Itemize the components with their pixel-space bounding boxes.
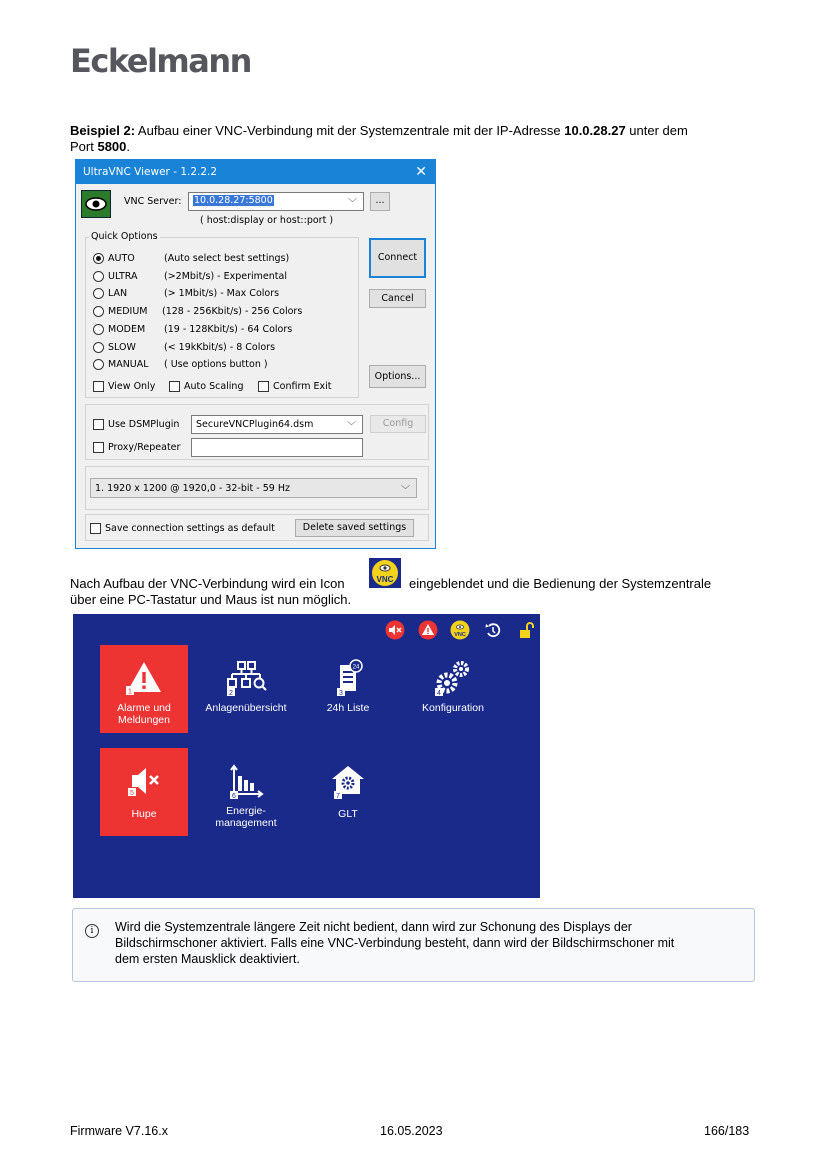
option-name: SLOW bbox=[108, 341, 136, 353]
footer-page-number: 166/183 bbox=[704, 1124, 750, 1138]
vnc-eye-logo-icon bbox=[81, 190, 111, 218]
options-button[interactable]: Options... bbox=[369, 365, 426, 388]
dialog-title: UltraVNC Viewer - 1.2.2.2 bbox=[83, 166, 218, 178]
port-number: 5800 bbox=[97, 139, 127, 154]
quick-options-label: Quick Options bbox=[91, 231, 158, 242]
proxy-checkbox[interactable] bbox=[93, 442, 104, 453]
info-note bbox=[72, 908, 755, 982]
option-radio-ultra[interactable] bbox=[93, 271, 104, 282]
note-line-2: Bildschirmschoner aktiviert. Falls eine VNC-Verbindung besteht, dann wird der Bildschirmschoner mit bbox=[115, 936, 675, 950]
tile-energiemanagement[interactable] bbox=[202, 748, 290, 836]
info-icon: i bbox=[85, 924, 99, 938]
vnc-status-icon bbox=[369, 558, 401, 588]
close-icon[interactable]: ✕ bbox=[415, 164, 427, 180]
footer-date: 16.05.2023 bbox=[380, 1124, 443, 1138]
connect-button[interactable]: Connect bbox=[369, 238, 426, 278]
server-hint: ( host:display or host::port ) bbox=[200, 215, 334, 226]
option-description: ( Use options button ) bbox=[164, 359, 268, 371]
intro-text-d: . bbox=[126, 139, 131, 154]
view-only-label: View Only bbox=[108, 381, 156, 392]
option-description: (19 - 128Kbit/s) - 64 Colors bbox=[164, 323, 293, 335]
vnc-icon bbox=[369, 558, 401, 588]
use-dsm-checkbox[interactable] bbox=[93, 419, 104, 430]
option-name: MEDIUM bbox=[108, 306, 148, 318]
intro-paragraph bbox=[70, 123, 760, 155]
dsm-plugin-combobox[interactable] bbox=[191, 415, 363, 434]
use-dsm-label: Use DSMPlugin bbox=[108, 419, 180, 430]
dsm-plugin-value: SecureVNCPlugin64.dsm bbox=[196, 419, 314, 430]
tile-24h-liste[interactable] bbox=[304, 645, 392, 733]
save-default-label: Save connection settings as default bbox=[105, 523, 275, 534]
horn-muted-icon bbox=[124, 762, 164, 800]
alarm-status-icon[interactable] bbox=[418, 620, 438, 640]
tile-label: Anlagenübersicht bbox=[205, 702, 287, 714]
vnc-connected-status-icon[interactable] bbox=[450, 620, 470, 640]
horn-muted-status-icon[interactable] bbox=[385, 620, 405, 640]
option-description: (> 1Mbit/s) - Max Colors bbox=[164, 288, 280, 300]
tile-anlagenuebersicht[interactable] bbox=[202, 645, 290, 733]
energy-chart-icon bbox=[224, 762, 268, 800]
option-description: (>2Mbit/s) - Experimental bbox=[164, 270, 287, 282]
chevron-down-icon[interactable]: ﹀ bbox=[346, 422, 356, 432]
monitor-select[interactable] bbox=[90, 478, 417, 498]
intro-text-b: unter dem bbox=[625, 123, 688, 138]
proxy-input[interactable] bbox=[191, 438, 363, 457]
tile-glt[interactable] bbox=[304, 748, 392, 836]
building-gear-icon bbox=[328, 762, 368, 800]
cancel-button[interactable]: Cancel bbox=[369, 289, 426, 308]
config-button[interactable]: Config bbox=[370, 415, 426, 433]
intro-text-c: Port bbox=[70, 139, 98, 154]
tile-label-2: management bbox=[215, 817, 277, 829]
tile-alarme-meldungen[interactable] bbox=[100, 645, 188, 733]
option-name: AUTO bbox=[108, 253, 135, 264]
note-line-3: dem ersten Mausklick deaktiviert. bbox=[115, 952, 300, 966]
tile-hupe[interactable] bbox=[100, 748, 188, 836]
view-only-checkbox[interactable] bbox=[93, 381, 104, 392]
ultravnc-dialog bbox=[75, 159, 436, 549]
auto-scaling-label: Auto Scaling bbox=[184, 381, 244, 392]
chevron-down-icon[interactable]: ﹀ bbox=[400, 486, 410, 496]
option-description: (Auto select best settings) bbox=[164, 253, 290, 264]
option-name: LAN bbox=[108, 288, 128, 300]
monitor-value: 1. 1920 x 1200 @ 1920,0 - 32-bit - 59 Hz bbox=[95, 483, 290, 494]
option-radio-modem[interactable] bbox=[93, 324, 104, 335]
tile-badge: 4 bbox=[437, 690, 441, 697]
tile-badge: 1 bbox=[128, 688, 132, 696]
plant-overview-icon bbox=[224, 659, 268, 697]
option-radio-auto[interactable] bbox=[93, 253, 104, 264]
note-line-1: Wird die Systemzentrale längere Zeit nicht bedient, dann wird zur Schonung des Displays der bbox=[115, 920, 632, 934]
vnc-icon-label: VNC bbox=[376, 575, 394, 584]
unlocked-status-icon[interactable] bbox=[516, 620, 536, 640]
vnc-server-label: VNC Server: bbox=[124, 196, 182, 207]
dialog-titlebar bbox=[76, 160, 435, 184]
tile-label-2: Meldungen bbox=[118, 714, 170, 726]
proxy-label: Proxy/Repeater bbox=[108, 442, 181, 453]
para2-text-b: eingeblendet und die Bedienung der Systemzentrale bbox=[409, 576, 712, 591]
confirm-exit-label: Confirm Exit bbox=[273, 381, 332, 392]
intro-text-a: Aufbau einer VNC-Verbindung mit der Systemzentrale mit der IP-Adresse bbox=[135, 123, 565, 138]
tile-label: 24h Liste bbox=[326, 702, 370, 714]
vnc-status-label: VNC bbox=[454, 632, 466, 638]
tile-icon-text: 24 bbox=[352, 664, 360, 671]
list-24h-icon bbox=[328, 659, 368, 697]
tile-badge: 3 bbox=[339, 690, 343, 697]
tile-badge: 5 bbox=[130, 790, 134, 797]
tile-label: Konfiguration bbox=[422, 702, 484, 714]
eckelmann-logo: Eckelmann bbox=[70, 42, 251, 80]
vnc-server-value: 10.0.28.27:5800 bbox=[194, 195, 273, 206]
option-description: (< 19kKbit/s) - 8 Colors bbox=[164, 341, 276, 353]
para2-text-c: über eine PC-Tastatur und Maus ist nun möglich. bbox=[70, 592, 352, 607]
tile-label: GLT bbox=[338, 808, 358, 820]
ip-address: 10.0.28.27 bbox=[564, 123, 626, 138]
history-status-icon[interactable] bbox=[483, 620, 503, 640]
alarm-icon bbox=[124, 659, 164, 697]
option-radio-slow[interactable] bbox=[93, 342, 104, 353]
tile-badge: 2 bbox=[229, 690, 233, 697]
save-default-checkbox[interactable] bbox=[90, 523, 101, 534]
auto-scaling-checkbox[interactable] bbox=[169, 381, 180, 392]
gears-icon bbox=[431, 659, 475, 697]
tile-badge: 6 bbox=[232, 793, 236, 800]
tile-badge: 7 bbox=[336, 793, 340, 800]
tile-konfiguration[interactable] bbox=[409, 645, 497, 733]
chevron-down-icon[interactable]: ﹀ bbox=[347, 199, 357, 209]
option-description: (128 - 256Kbit/s) - 256 Colors bbox=[162, 306, 303, 318]
confirm-exit-checkbox[interactable] bbox=[258, 381, 269, 392]
option-name: MODEM bbox=[108, 323, 146, 335]
option-name: ULTRA bbox=[108, 270, 138, 282]
tile-label: Alarme und bbox=[117, 702, 171, 714]
footer-firmware: Firmware V7.16.x bbox=[70, 1124, 168, 1138]
para2-text-a: Nach Aufbau der VNC-Verbindung wird ein Icon bbox=[70, 576, 345, 591]
option-name: MANUAL bbox=[108, 359, 149, 371]
browse-button[interactable]: ... bbox=[370, 192, 390, 211]
hmi-screen bbox=[73, 614, 540, 898]
vnc-server-combobox[interactable] bbox=[188, 192, 364, 211]
tile-label: Hupe bbox=[131, 808, 157, 820]
tile-label: Energie- bbox=[226, 805, 266, 817]
example-label: Beispiel 2: bbox=[70, 123, 136, 138]
delete-saved-settings-button[interactable]: Delete saved settings bbox=[295, 519, 414, 537]
